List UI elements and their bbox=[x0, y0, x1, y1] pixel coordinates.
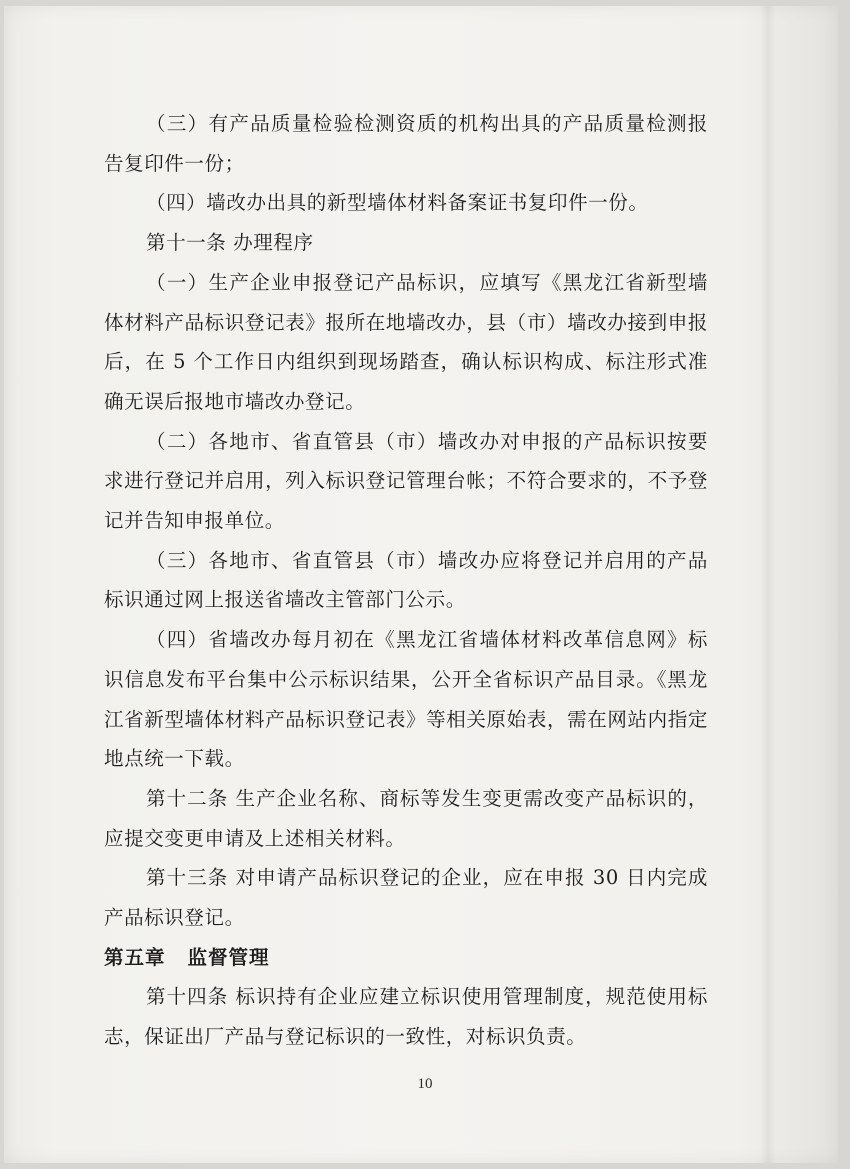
article-11-item-4: （四）省墙改办每月初在《黑龙江省墙体材料改革信息网》标识信息发布平台集中公示标识结果，公开全省标识产品目录。《黑龙江省新型墙体材料产品标识登记表》等相关原始表，需在网站内指定地点统一下载。 bbox=[104, 628, 708, 771]
article-12: 第十二条 生产企业名称、商标等发生变更需改变产品标识的，应提交变更申请及上述相关材料。 bbox=[104, 786, 708, 850]
article-14: 第十四条 标识持有企业应建立标识使用管理制度，规范使用标志，保证出厂产品与登记标识的一致性，对标识负责。 bbox=[104, 985, 708, 1049]
page-fold-shadow bbox=[760, 6, 776, 1163]
article-13: 第十三条 对申请产品标识登记的企业，应在申报 30 日内完成产品标识登记。 bbox=[104, 866, 708, 930]
chapter-5-heading bbox=[104, 938, 708, 978]
item-3-quality-report: （三）有产品质量检验检测资质的机构出具的产品质量检测报告复印件一份； bbox=[104, 112, 708, 175]
article-11-item-1: （一）生产企业申报登记产品标识，应填写《黑龙江省新型墙体材料产品标识登记表》报所在地墙改办，县（市）墙改办接到申报后，在 5 个工作日内组织到现场踏查，确认标识构成、标注形式准确无误后报地市墙改办登记。 bbox=[104, 270, 708, 413]
document-body bbox=[104, 104, 708, 1057]
item-4-record-certificate: （四）墙改办出具的新型墙体材料备案证书复印件一份。 bbox=[146, 191, 649, 215]
chapter-number: 第五章 bbox=[104, 945, 166, 969]
article-11-heading: 第十一条 办理程序 bbox=[146, 231, 314, 255]
chapter-title: 监督管理 bbox=[187, 945, 270, 969]
page-number: 10 bbox=[417, 1076, 433, 1092]
article-11-item-3: （三）各地市、省直管县（市）墙改办应将登记并启用的产品标识通过网上报送省墙改主管部门公示。 bbox=[104, 548, 708, 612]
article-11-item-2: （二）各地市、省直管县（市）墙改办对申报的产品标识按要求进行登记并启用，列入标识登记管理台帐；不符合要求的，不予登记并告知申报单位。 bbox=[104, 429, 708, 533]
